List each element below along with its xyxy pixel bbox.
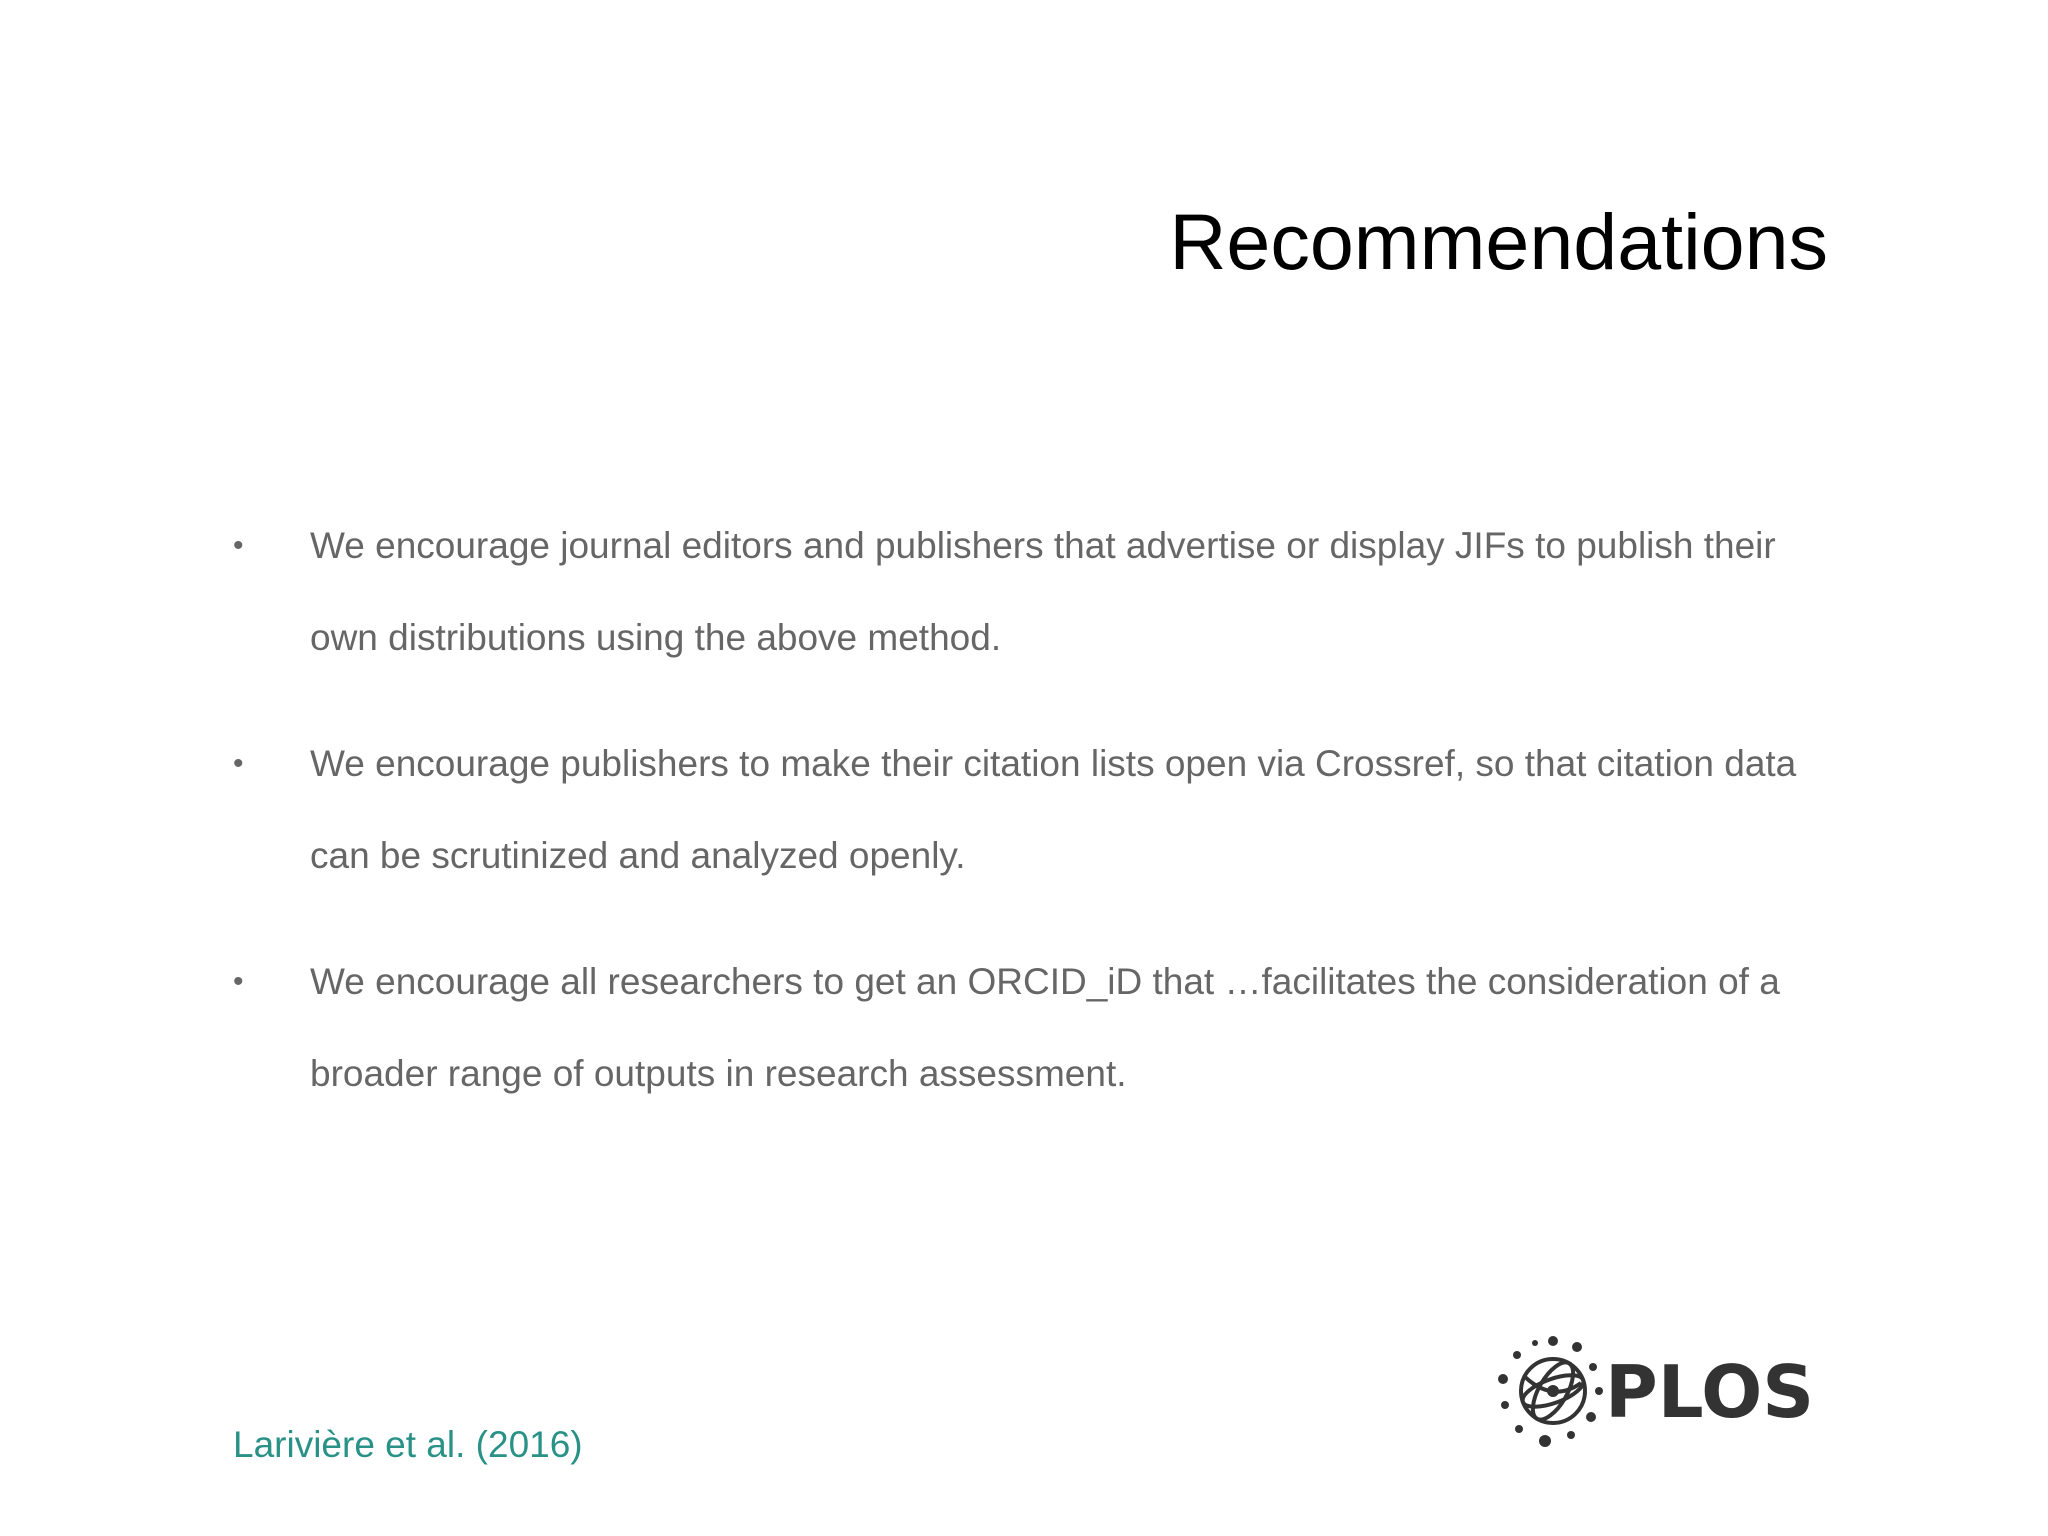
bullet-item (230, 500, 1840, 684)
bullet-item (230, 718, 1840, 902)
bullet-dot: • (233, 529, 244, 562)
bullet-text: We encourage all researchers to get an ORCID_iD that …facilitates the consideration of a broader range of outputs in research assessment. (310, 961, 1780, 1094)
bullet-item (230, 936, 1840, 1120)
slide-title: Recommendations (1169, 197, 1828, 286)
bullet-dot: • (233, 965, 244, 998)
bullet-text: We encourage journal editors and publishers that advertise or display JIFs to publish their own distributions using the above method. (310, 525, 1776, 658)
bullet-text: We encourage publishers to make their citation lists open via Crossref, so that citation data can be scrutinized and analyzed openly. (310, 743, 1797, 876)
plos-globe-icon (1498, 1336, 1603, 1447)
citation-text: Larivière et al. (2016) (233, 1424, 583, 1465)
plos-logo (1495, 1333, 1835, 1449)
bullet-list (230, 500, 1840, 1154)
plos-wordmark: PLOS (1605, 1350, 1815, 1434)
bullet-dot: • (233, 747, 244, 780)
